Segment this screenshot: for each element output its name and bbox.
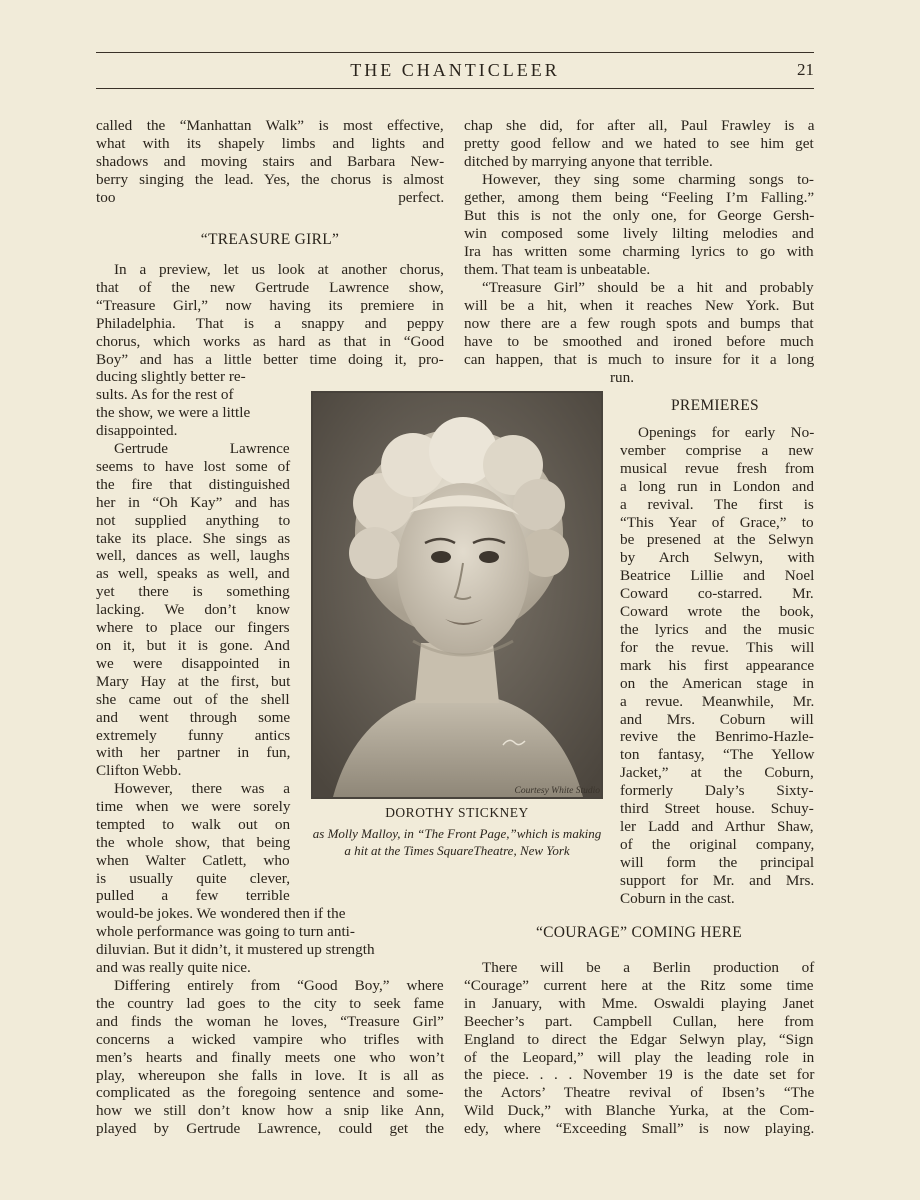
text-line: musical revue fresh from (620, 459, 815, 477)
text-line: would-be jokes. We wondered then if the (96, 905, 346, 923)
text-line: pulled a few terrible (96, 887, 290, 905)
text-line: the piece. . . . November 19 is the date set for (464, 1066, 815, 1084)
right-paragraph-3-tail: run. (610, 369, 635, 386)
text-line: the Actors’ Theatre revival of Ibsen’s “The (464, 1084, 815, 1102)
text-line: with her partner in fun, (96, 744, 291, 762)
text-line: too perfect. (96, 188, 445, 206)
treasure-girl-paragraph-3 (96, 780, 375, 977)
text-line: we were disappointed in (96, 654, 291, 672)
text-line: There will be a Berlin production of (482, 959, 815, 976)
text-line: a revival. The first is (620, 495, 814, 513)
treasure-girl-paragraph-2 (96, 440, 290, 780)
text-line: whole performance was going to turn anti- (96, 923, 355, 941)
text-line: when Walter Catlett, who (96, 851, 290, 869)
portrait-photo (311, 391, 603, 799)
text-line: on the American stage in (620, 674, 814, 692)
text-line: take its place. She sings as (96, 529, 291, 547)
text-line: Beatrice Lillie and Noel (620, 567, 815, 585)
text-line: Coward co-starred. Mr. (620, 585, 814, 603)
text-line: berry singing the lead. Yes, the chorus is almost (96, 170, 444, 188)
text-line: pretty good fellow and we hated to see him get (464, 134, 814, 152)
text-line: support for Mr. and Mrs. (620, 871, 815, 889)
text-line: on it, but it is gone. And (96, 636, 290, 654)
text-line: complicated as the foregoing sentence and some- (96, 1084, 444, 1102)
text-line: chorus, which works as hard as that in “Good (96, 332, 445, 350)
text-line: now there are a few rough spots and bumps that (464, 314, 814, 332)
text-line: “This Year of Grace,” to (620, 513, 814, 531)
text-line: not supplied anything to (96, 511, 291, 529)
right-paragraph-2 (464, 171, 814, 278)
text-line: and finds the woman he loves, “Treasure Girl” (96, 1012, 444, 1030)
text-line: yet there is something (96, 583, 290, 601)
text-line: Theatre, New York (473, 842, 570, 858)
text-line: chap she did, for after all, Paul Frawley is a (464, 117, 815, 134)
text-line: Coburn in the cast. (620, 889, 735, 907)
text-line: in January, with Mme. Oswaldi playing Janet (464, 994, 814, 1012)
text-line: a long run in London and (620, 477, 814, 495)
text-line: ditched by marrying anyone that terrible. (464, 152, 713, 170)
text-line: as Molly Malloy, in “The Front Page,” (312, 826, 517, 841)
text-line: of the Leopard,” will play the leading role in (464, 1048, 815, 1066)
text-line: England to direct the Edgar Selwyn play, “Sign (464, 1030, 814, 1048)
text-line: revive the Benrimo-Hazle- (620, 728, 814, 746)
text-line: time when we were sorely (96, 797, 291, 815)
text-line: played by Gertrude Lawrence, could get the (96, 1120, 444, 1138)
premieres-heading: PREMIERES (671, 397, 759, 414)
text-line: called the “Manhattan Walk” is most effective, (96, 117, 444, 134)
portrait-image (313, 393, 601, 797)
courage-heading: “COURAGE” COMING HERE (535, 924, 743, 941)
text-line: ton fantasy, “The Yellow (620, 746, 815, 764)
text-line: the whole show, that being (96, 833, 291, 851)
text-line: and went through some (96, 708, 291, 726)
text-line: Mary Hay at the first, but (96, 672, 291, 690)
photo-credit: Courtesy White Studio (514, 786, 600, 796)
text-line: Coward wrote the book, (620, 603, 814, 621)
right-paragraph-1 (464, 117, 814, 171)
text-line: as well, speaks as well, and (96, 565, 290, 583)
text-line: But this is not the only one, for George Gersh- (464, 206, 815, 224)
text-line: shadows and moving stairs and Barbara New- (96, 152, 445, 170)
text-line: “Treasure Girl” should be a hit and probably (482, 279, 814, 296)
right-paragraph-3 (464, 279, 814, 369)
text-line: the country lad goes to the city to seek fame (96, 994, 444, 1012)
text-line: Openings for early No- (638, 424, 815, 441)
text-line: by Arch Selwyn, with (620, 549, 815, 567)
text-line: them. That team is unbeatable. (464, 260, 651, 278)
text-line: the fire that distinguished (96, 475, 290, 493)
text-line: edy, where “Exceeding Small” is now playing. (464, 1120, 815, 1138)
text-line: is usually quite clever, (96, 869, 291, 887)
text-line: play, whereupon she falls in love. It is all as (96, 1066, 444, 1084)
text-line: Gertrude Lawrence (114, 440, 290, 457)
text-line: mark his first appearance (620, 656, 815, 674)
text-line: disappointed. (96, 422, 178, 440)
text-line: which is making a hit at the Times Square (344, 826, 602, 858)
text-line: men’s hearts and finally meets one who won’t (96, 1048, 445, 1066)
header-rule-bottom (96, 88, 814, 89)
text-line: seems to have lost some of (96, 457, 291, 475)
text-line: vember comprise a new (620, 441, 814, 459)
photo-caption-description (311, 826, 603, 859)
text-line: well, dances as well, laughs (96, 547, 290, 565)
text-line: be presened at the Selwyn (620, 531, 814, 549)
text-line: her in “Oh Kay” and has (96, 493, 290, 511)
text-line: However, there was a (114, 780, 290, 797)
text-line: lacking. We don’t know (96, 601, 291, 619)
text-line: Beecher’s part. Campbell Cullan, here from (464, 1012, 814, 1030)
text-line: third Street house. Schuy- (620, 800, 814, 818)
text-line: for the revue. This will (620, 638, 815, 656)
text-line: and Mrs. Coburn will (620, 710, 814, 728)
text-line: Philadelphia. That is a snappy and peppy (96, 314, 444, 332)
magazine-title: THE CHANTICLEER (350, 60, 560, 80)
text-line: tempted to walk out on (96, 815, 291, 833)
text-line: ler Ladd and Arthur Shaw, (620, 817, 814, 835)
text-line: have to be smoothed and ironed before much (464, 332, 814, 350)
treasure-girl-heading: “TREASURE GIRL” (200, 231, 340, 248)
courage-paragraph (464, 959, 814, 1138)
text-line: concerns a wicked vampire who trifles with (96, 1030, 444, 1048)
text-line: will be a hit, when it reaches New York. But (464, 296, 815, 314)
text-line: Ira has written some charming lyrics to go with (464, 242, 814, 260)
text-line: and was really quite nice. (96, 959, 251, 977)
text-line: Differing entirely from “Good Boy,” where (114, 977, 444, 994)
text-line: sults. As for the rest of (96, 386, 234, 404)
text-line: will form the principal (620, 853, 815, 871)
text-line: gether, among them being “Feeling I’m Falling.” (464, 188, 815, 206)
text-line: “Courage” current here at the Ritz some time (464, 976, 814, 994)
text-line: Clifton Webb. (96, 762, 182, 780)
text-line: how we still don’t know how a snip like Ann, (96, 1102, 445, 1120)
text-line: In a preview, let us look at another chorus, (114, 261, 444, 278)
photo-caption-name: DOROTHY STICKNEY (385, 805, 529, 820)
text-line: can happen, that is much to insure for it a long (464, 350, 815, 368)
left-intro-paragraph (96, 117, 444, 207)
text-line: However, they sing some charming songs to- (482, 171, 814, 188)
premieres-paragraph (620, 424, 814, 907)
text-line: extremely funny antics (96, 726, 291, 744)
page-number: 21 (797, 60, 814, 79)
text-line: that of the new Gertrude Lawrence show, (96, 278, 444, 296)
text-line: she came out of the shell (96, 690, 290, 708)
text-line: formerly Daly’s Sixty- (620, 782, 814, 800)
text-line: Jacket,” at the Coburn, (620, 764, 814, 782)
text-line: Boy” and has a little better time doing it, pro- (96, 350, 444, 368)
text-line: “Treasure Girl,” now having its premiere in (96, 296, 444, 314)
text-line: the show, we were a little (96, 404, 251, 422)
text-line: Wild Duck,” with Blanche Yurka, at the Com- (464, 1102, 815, 1120)
text-line: where to place our fingers (96, 619, 290, 637)
text-line: win composed some lively lilting melodies and (464, 224, 814, 242)
text-line: the lyrics and the music (620, 620, 815, 638)
header-rule-top (96, 52, 814, 53)
text-line: what with its shapely limbs and lights and (96, 134, 445, 152)
text-line: diluvian. But it didn’t, it mustered up strength (96, 941, 375, 959)
treasure-girl-paragraph-4 (96, 977, 444, 1138)
text-line: of the original company, (620, 835, 815, 853)
text-line: ducing slightly better re- (96, 368, 246, 386)
text-line: a revue. Meanwhile, Mr. (620, 692, 815, 710)
